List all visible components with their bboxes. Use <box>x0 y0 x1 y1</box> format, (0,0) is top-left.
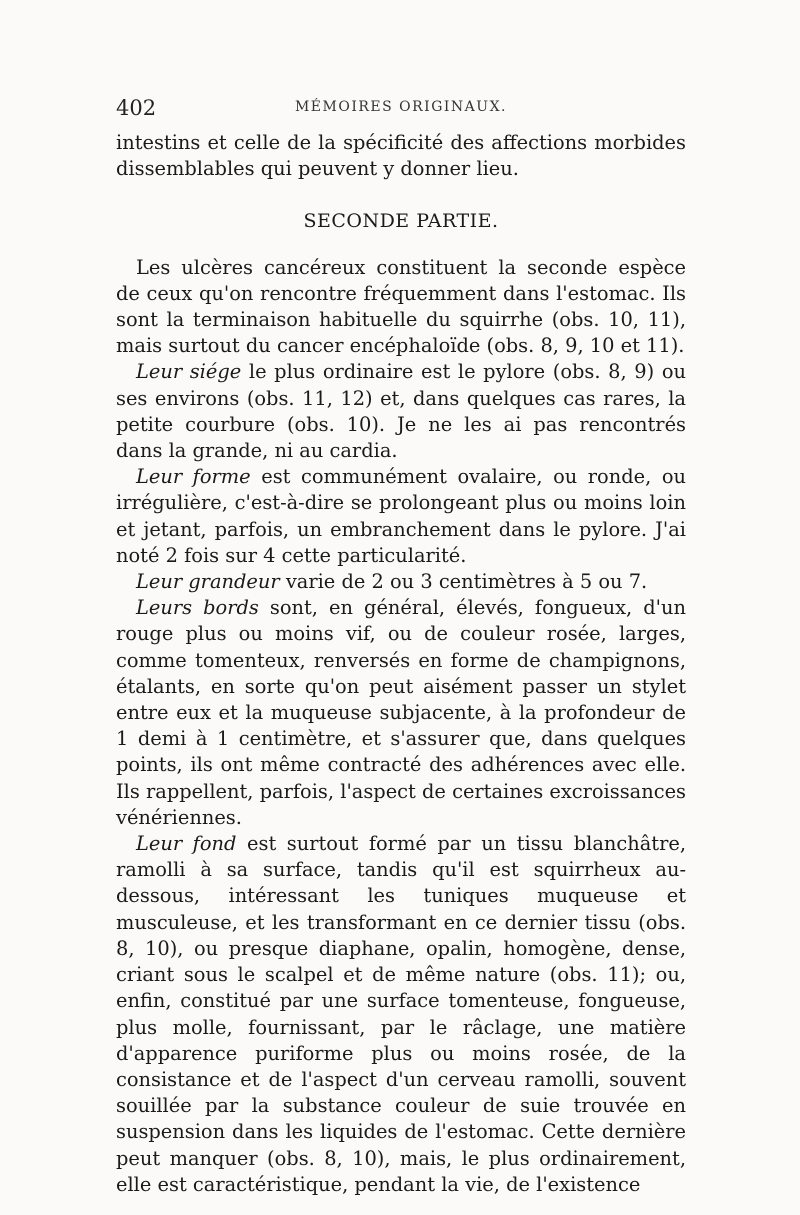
paragraph-bords <box>116 595 686 831</box>
continuation-paragraph: intestins et celle de la spécificité des affections morbides dissemblables qui peuvent y donner lieu. <box>116 131 686 181</box>
body-text <box>116 130 686 1198</box>
paragraph-fond <box>116 831 686 1198</box>
paragraph-lead: Leur forme <box>136 465 251 489</box>
paragraph-text: est surtout formé par un tissu blanchâtre, ramolli à sa surface, tandis qu'il est squirrheux au-dessous, intéressant les tuniques muqueuse et musculeuse, et les transformant en ce dernier tissu (obs. 8, 10), ou presque diaphane, opalin, homogène, dense, criant sous le scalpel et de même nature (obs. 11); ou, enfin, constitué par une surface tomenteuse, fongueuse, plus molle, fournissant, par le râclage, une matière d'apparence puriforme plus ou moins rosée, de la consistance et de l'aspect d'un cerveau ramolli, souvent souillée par la substance couleur de suie trouvée en suspension dans les liquides de l'estomac. Cette dernière peut manquer (obs. 8, 10), mais, le plus ordinairement, elle est caractéristique, pendant la vie, de l'existence <box>116 832 686 1196</box>
paragraph-lead: Leur fond <box>136 832 237 856</box>
paragraph-text: est communément ovalaire, ou ronde, ou irrégulière, c'est-à-dire se prolongeant plus ou moins loin et jetant, parfois, un embranchement dans le pylore. J'ai noté 2 fois sur 4 cette particularité. <box>116 465 686 567</box>
running-head: MÉMOIRES ORIGINAUX. <box>294 99 508 115</box>
page-header <box>116 96 686 126</box>
paragraph-lead: Leur siége <box>136 360 242 384</box>
paragraph-intro: Les ulcères cancéreux constituent la seconde espèce de ceux qu'on rencontre fréquemment dans l'estomac. Ils sont la terminaison habituelle du squirrhe (obs. 10, 11), mais surtout du cancer encéphaloïde (obs. 8, 9, 10 et 11). <box>116 255 686 358</box>
paragraph-forme <box>116 464 686 569</box>
section-title: SECONDE PARTIE. <box>303 210 499 233</box>
paragraph-lead: Leur grandeur <box>136 570 280 594</box>
paragraph-grandeur <box>116 569 686 595</box>
paragraph-text: varie de 2 ou 3 centimètres à 5 ou 7. <box>279 570 648 594</box>
paragraph-text: sont, en général, élevés, fongueux, d'un rouge plus ou moins vif, ou de couleur rosée, larges, comme tomenteux, renversés en forme de champignons, étalants, en sorte qu'on peut aisément passer un stylet entre eux et la muqueuse subjacente, à la profondeur de 1 demi à 1 centimètre, et s'assurer que, dans quelques points, ils ont même contracté des adhérences avec elle. Ils rappellent, parfois, l'aspect de certaines excroissances vénériennes. <box>116 596 686 829</box>
paragraph-siege <box>116 359 686 464</box>
paragraph-text: le plus ordinaire est le pylore (obs. 8, 9) ou ses environs (obs. 11, 12) et, dans quelques cas rares, la petite courbure (obs. 10). Je ne les ai pas rencontrés dans la grande, ni au cardia. <box>116 360 686 463</box>
page-number: 402 <box>116 96 157 120</box>
paragraph-lead: Leurs bords <box>136 596 259 620</box>
